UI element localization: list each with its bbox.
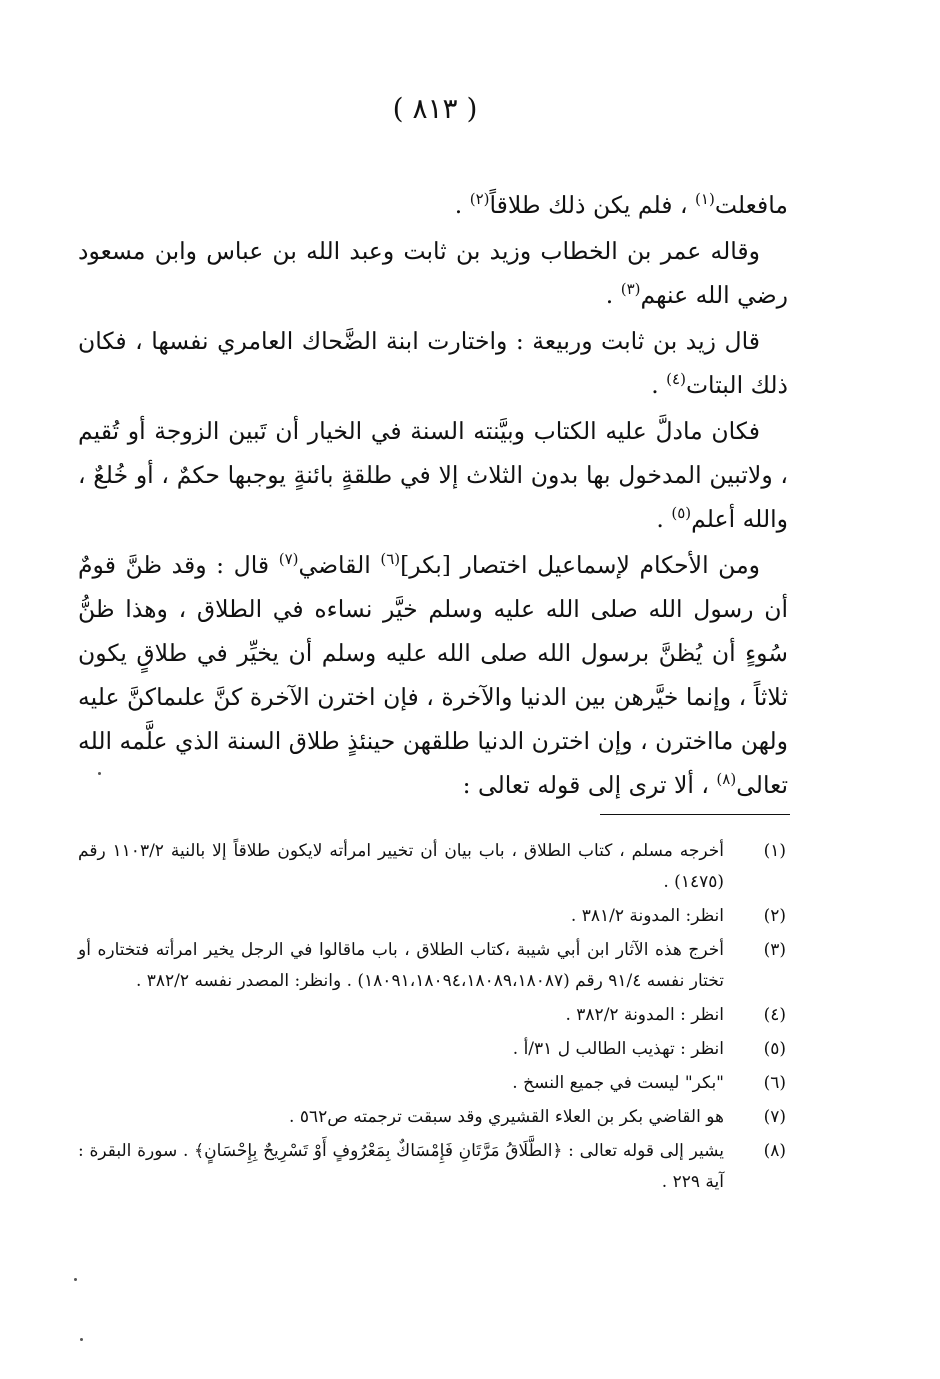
footnote: [78, 1102, 786, 1133]
footnote-text: "بكر" ليست في جميع النسخ .: [512, 1073, 724, 1093]
footnote-number: (٣): [763, 940, 786, 960]
paragraph: [78, 409, 788, 541]
text-run: القاضي: [298, 551, 381, 579]
footnote-text: انظر : تهذيب الطالب ل ٣١/أ .: [512, 1039, 724, 1059]
footnote: [78, 1034, 786, 1065]
footnote-text: انظر: المدونة ٣٨١/٢ .: [570, 906, 724, 926]
footnote: [78, 901, 786, 932]
footnote-text: أخرجه مسلم ، كتاب الطلاق ، باب بيان أن تخيير امرأته لايكون طلاقاً إلا بالنية ١١٠٣/٢ رقم (١٤٧٥) .: [78, 841, 724, 892]
footnote: [78, 935, 786, 997]
footnote-ref: (١): [695, 190, 715, 209]
text-run: مافعلت: [714, 191, 788, 219]
text-run: فكان مادلَّ عليه الكتاب وبيَّنته السنة في الخيار أن تَبين الزوجة أو تُقيم ، ولاتبين المدخول بها بدون الثلاث إلا في طلقةٍ بائنةٍ يوجبها حكمٌ ، أو خُلعٌ ، والله أعلم: [78, 417, 788, 533]
footnote-text: هو القاضي بكر بن العلاء القشيري وقد سبقت ترجمته ص٥٦٢ .: [289, 1107, 724, 1127]
footnote: [78, 1136, 786, 1198]
paragraph: [78, 183, 788, 227]
text-run: .: [651, 371, 667, 399]
footnote: [78, 1000, 786, 1031]
page-number: ( ٨١٣ ): [392, 92, 478, 125]
text-run: .: [656, 505, 672, 533]
footnote-number: (٦): [763, 1073, 786, 1093]
text-run: قال : وقد ظنَّ قومٌ أن رسول الله صلى الله عليه وسلم خيَّر نساءه في الطلاق ، وهذا ظنُّ سُوءٍ أن يُظنَّ برسول الله صلى الله عليه وسلم أن يخيِّر في طلاقٍ يكون ثلاثاً ، وإنما خيَّرهن بين الدنيا والآخرة ، فإن اخترن الآخرة كنَّ علىماكنَّ عليه ولهن مااخترن ، وإن اخترن الدنيا طلقهن حينئذٍ طلاق السنة الذي علَّمه الله تعالى: [78, 551, 788, 799]
footnote-number: (٧): [763, 1107, 786, 1127]
footnote-ref: (٢): [469, 190, 490, 209]
footnote-text: أخرج هذه الآثار ابن أبي شيبة ،كتاب الطلاق ، باب ماقالوا في الرجل يخير امرأته فتختاره أو تختار نفسه ٩١/٤ رقم (١٨٠٩١،١٨٠٩٤،١٨٠٨٩،١٨٠٨٧) . وانظر: المصدر نفسه ٣٨٢/٢ .: [78, 940, 724, 991]
text-run: وقاله عمر بن الخطاب وزيد بن ثابت وعبد الله بن عباس وابن مسعود رضي الله عنهم: [78, 237, 788, 309]
footnote: [78, 1068, 786, 1099]
footnotes: [78, 836, 786, 1201]
footnote-ref: (٨): [716, 770, 737, 789]
text-run: قال زيد بن ثابت وربيعة : واختارت ابنة الضَّحاك العامري نفسها ، فكان ذلك البتات: [78, 327, 788, 399]
footnote-ref: (٧): [278, 550, 299, 569]
footnote-separator: [600, 814, 790, 815]
text-run: ومن الأحكام لإسماعيل اختصار [بكر]: [400, 551, 760, 579]
footnote-number: (٤): [763, 1005, 786, 1025]
paragraph: [78, 229, 788, 317]
text-run: .: [454, 191, 470, 219]
footnote-number: (١): [763, 841, 786, 861]
paragraph: [78, 319, 788, 407]
text-run: ، فلم يكن ذلك طلاقاً: [489, 191, 696, 219]
text-run: .: [605, 281, 621, 309]
scan-speck: [98, 772, 101, 775]
paragraph: [78, 543, 788, 807]
text-run: ، ألا ترى إلى قوله تعالى :: [462, 771, 717, 799]
footnote-ref: (٤): [666, 370, 686, 389]
footnote-text: يشير إلى قوله تعالى : ﴿الطَّلَاقُ مَرَّتَانِ فَإِمْسَاكٌ بِمَعْرُوفٍ أَوْ تَسْرِيحٌ بِإِحْسَانٍ﴾ . سورة البقرة : آية ٢٢٩ .: [78, 1141, 724, 1192]
scan-speck: [80, 1338, 83, 1341]
footnote: [78, 836, 786, 898]
footnote-ref: (٥): [671, 504, 692, 523]
footnote-number: (٢): [763, 906, 786, 926]
footnote-text: انظر : المدونة ٣٨٢/٢ .: [565, 1005, 724, 1025]
footnote-ref: (٣): [620, 280, 641, 299]
footnote-number: (٨): [763, 1141, 786, 1161]
footnote-ref: (٦): [380, 550, 401, 569]
footnote-number: (٥): [763, 1039, 786, 1059]
scan-speck: [74, 1278, 77, 1281]
main-text: [78, 183, 788, 807]
